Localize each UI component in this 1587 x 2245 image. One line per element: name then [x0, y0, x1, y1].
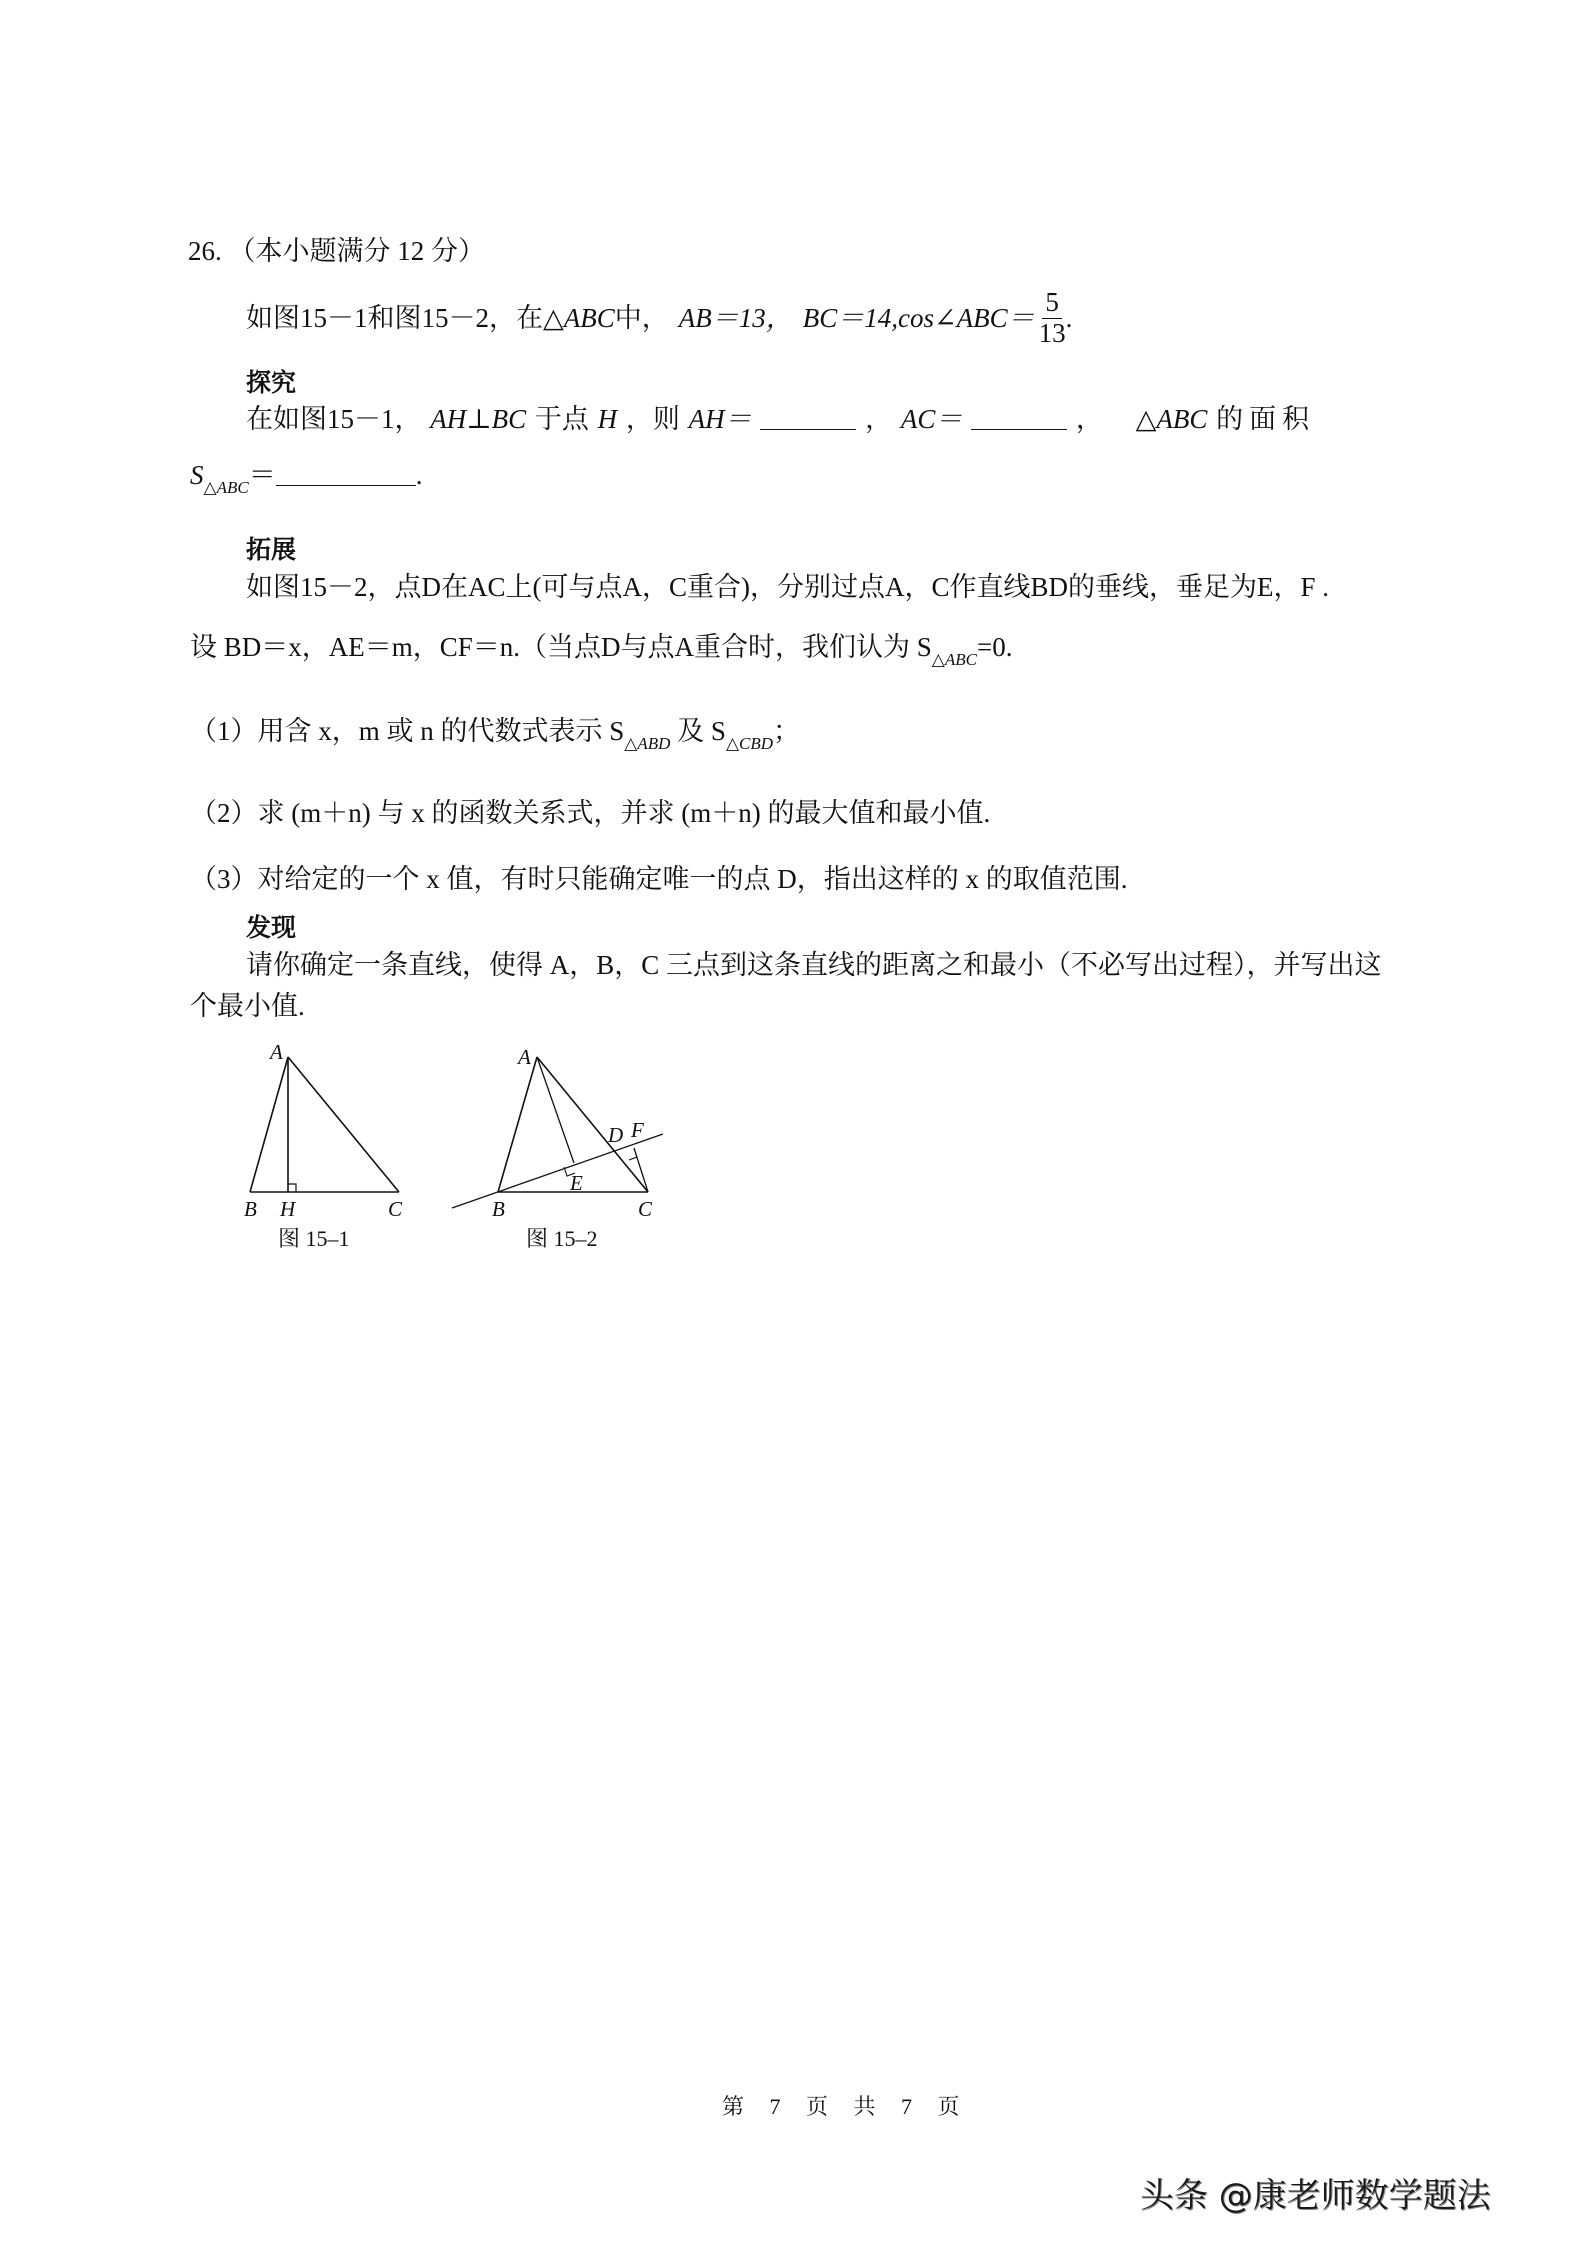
explore-text-k: 的面积 [1216, 404, 1316, 434]
q1-subscript-cbd: △CBD [725, 734, 774, 753]
figure-caption-15-1: 图 15–1 [278, 1226, 350, 1251]
section-heading-explore: 探究 [246, 368, 297, 397]
q1-end: ； [773, 716, 801, 746]
fraction-numerator: 5 [1042, 288, 1062, 319]
discover-line-2: 个最小值. [190, 991, 305, 1021]
problem-number: 26. [188, 236, 222, 266]
label-B: B [492, 1197, 505, 1221]
label-C: C [388, 1197, 403, 1221]
answer-blank-ac[interactable] [971, 407, 1067, 430]
figure-caption-15-2: 图 15–2 [526, 1226, 598, 1251]
extend-line-2-end: =0. [976, 632, 1013, 662]
question-3: （3）对给定的一个 x 值，有时只能确定唯一的点 D，指出这样的 x 的取值范围. [190, 864, 1128, 894]
q1-mid: 及 S [670, 716, 726, 746]
extend-line-2-subscript: △ABC [931, 650, 977, 669]
answer-blank-area[interactable] [276, 463, 416, 486]
area-symbol: S [190, 460, 204, 490]
explore-line-2 [190, 462, 422, 496]
question-1 [190, 718, 800, 752]
intro-suffix: . [1065, 302, 1073, 333]
fraction-denominator: 13 [1038, 317, 1066, 348]
explore-text-g: ， [865, 404, 893, 434]
area-subscript: △ABC [203, 478, 249, 497]
extend-line-2 [190, 634, 1012, 668]
page-footer: 第 7 页 共 7 页 [722, 2094, 970, 2119]
explore-text-d: H [597, 404, 618, 434]
intro-bc: BC＝14,cos∠ABC＝ [802, 302, 1035, 333]
watermark: 头条 @康老师数学题法 [1140, 2176, 1491, 2216]
area-equals: ＝ [248, 460, 276, 490]
explore-text-j: △ABC [1135, 404, 1208, 434]
extend-line-2-main: 设 BD＝x，AE＝m，CF＝n.（当点D与点A重合时，我们认为 S [190, 632, 932, 662]
label-F: F [631, 1118, 644, 1142]
label-D: D [608, 1123, 624, 1147]
discover-line-1: 请你确定一条直线，使得 A，B，C 三点到这条直线的距离之和最小（不必写出过程），并写出这 [246, 950, 1382, 980]
section-heading-discover: 发现 [246, 913, 297, 942]
area-period: . [415, 460, 423, 490]
score-note: （本小题满分 12 分） [228, 236, 485, 266]
label-C: C [638, 1197, 653, 1221]
explore-text-b: AH⊥BC [430, 404, 527, 434]
intro-prefix: 如图15－1和图15－2，在 [246, 302, 543, 333]
explore-text-a: 在如图15－1， [246, 404, 422, 434]
label-B: B [244, 1197, 257, 1221]
explore-text-i: ， [1075, 404, 1103, 434]
cos-fraction [1039, 288, 1066, 348]
intro-mid: 中， [614, 302, 669, 333]
problem-header [188, 238, 485, 265]
intro-ab: AB＝13， [678, 302, 793, 333]
section-heading-extend: 拓展 [246, 535, 297, 564]
label-A: A [518, 1045, 531, 1069]
explore-text-c: 于点 [534, 404, 589, 434]
explore-line-1 [246, 406, 1315, 433]
question-2: （2）求 (m＋n) 与 x 的函数关系式，并求 (m＋n) 的最大值和最小值. [190, 798, 991, 828]
explore-text-e: ，则 [625, 404, 680, 434]
extend-line-1: 如图15－2，点D在AC上(可与点A，C重合)，分别过点A，C作直线BD的垂线，垂足为E，F . [246, 572, 1330, 602]
intro-triangle: △ABC [543, 302, 615, 333]
explore-text-f: AH＝ [688, 404, 752, 434]
label-A: A [270, 1040, 283, 1064]
figure-15-2 [440, 1030, 680, 1260]
q1-subscript-abd: △ABD [624, 734, 671, 753]
figure-15-1 [230, 1030, 430, 1260]
answer-blank-ah[interactable] [760, 407, 856, 430]
q1-main: （1）用含 x，m 或 n 的代数式表示 S [190, 716, 625, 746]
problem-intro [246, 288, 1072, 348]
label-E: E [570, 1171, 583, 1195]
label-H: H [280, 1197, 296, 1221]
explore-text-h: AC＝ [900, 404, 963, 434]
